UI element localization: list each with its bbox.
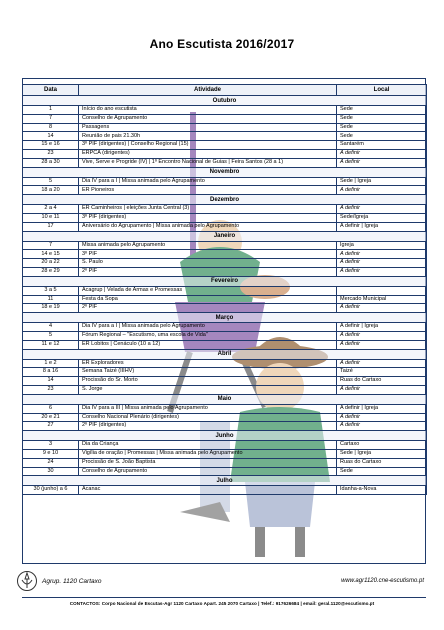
footer-divider (22, 597, 426, 598)
date-cell: 20 e 21 (23, 413, 79, 422)
activity-cell: ER Lobitos | Cenáculo (10 a 12) (79, 340, 337, 349)
location-cell: Mercado Municipal (337, 295, 427, 304)
month-label: Junho (23, 431, 427, 441)
table-row (23, 141, 427, 150)
table-row (23, 158, 427, 167)
date-cell: 14 (23, 132, 79, 141)
activity-cell: Início do ano escutista (79, 106, 337, 115)
date-cell: 24 (23, 458, 79, 467)
month-label: Abril (23, 349, 427, 359)
location-cell: A definir (337, 413, 427, 422)
location-cell: A definir (337, 205, 427, 214)
activity-cell: S. Jorge (79, 385, 337, 394)
date-cell: 1 (23, 106, 79, 115)
table-row (23, 186, 427, 195)
table-row (23, 486, 427, 495)
location-cell: A definir (337, 250, 427, 259)
location-cell: A definir | Igreja (337, 404, 427, 413)
location-cell: A definir | Igreja (337, 222, 427, 231)
date-cell: 28 e 29 (23, 267, 79, 276)
month-row (23, 167, 427, 177)
activity-cell: Vigília de oração | Promessas | Missa animada pelo Agrupamento (79, 449, 337, 458)
table-row (23, 250, 427, 259)
month-row (23, 231, 427, 241)
activity-cell: 2º PIF (79, 267, 337, 276)
month-label: Novembro (23, 167, 427, 177)
location-cell: A definir (337, 267, 427, 276)
date-cell: 8 (23, 123, 79, 132)
activity-cell: Dia IV para a I | Missa animada pelo Agrupamento (79, 323, 337, 332)
date-cell: 20 a 22 (23, 259, 79, 268)
date-cell: 3 a 5 (23, 286, 79, 295)
location-cell: A definir (337, 359, 427, 368)
location-cell: Sede (337, 106, 427, 115)
date-cell: 28 a 30 (23, 158, 79, 167)
activity-cell: Conselho Nacional Plenário (dirigentes) (79, 413, 337, 422)
date-cell: 30 (23, 467, 79, 476)
month-label: Maio (23, 394, 427, 404)
table-row (23, 377, 427, 386)
table-row (23, 323, 427, 332)
date-cell: 15 e 16 (23, 141, 79, 150)
activity-cell: Festa da Sopa (79, 295, 337, 304)
date-cell: 3 (23, 441, 79, 450)
date-cell: 11 (23, 295, 79, 304)
location-cell: Sede (337, 114, 427, 123)
location-cell: Sede/Igreja (337, 213, 427, 222)
month-label: Março (23, 313, 427, 323)
date-cell: 30 (junho) a 6 (23, 486, 79, 495)
location-cell: Ruas do Cartaxo (337, 377, 427, 386)
activity-cell: 3º PIF (dirigentes) | Conselho Regional (15) (79, 141, 337, 150)
month-label: Outubro (23, 96, 427, 106)
date-cell: 27 (23, 422, 79, 431)
table-row (23, 149, 427, 158)
date-cell: 1 e 2 (23, 359, 79, 368)
activity-cell: Conselho de Agrupamento (79, 114, 337, 123)
table-row (23, 449, 427, 458)
activity-cell: Fórum Regional – "Escutismo, uma escola de Vida" (79, 331, 337, 340)
table-row (23, 467, 427, 476)
table-row (23, 422, 427, 431)
location-cell: Taizé (337, 368, 427, 377)
date-cell: 18 e 19 (23, 304, 79, 313)
table-row (23, 205, 427, 214)
location-cell: A definir (337, 422, 427, 431)
location-cell: A definir (337, 331, 427, 340)
activity-cell: Procissão do Sr. Morto (79, 377, 337, 386)
activity-cell: ER Caminheiros | eleições Junta Central (3) (79, 205, 337, 214)
location-cell: A definir (337, 340, 427, 349)
activity-cell: Procissão de S. João Baptista (79, 458, 337, 467)
location-cell: A definir (337, 385, 427, 394)
date-cell: 23 (23, 385, 79, 394)
location-cell: Sede | Igreja (337, 177, 427, 186)
activity-cell: 3º PIF (dirigentes) (79, 213, 337, 222)
location-cell: Sede (337, 467, 427, 476)
table-row (23, 123, 427, 132)
date-cell: 2 a 4 (23, 205, 79, 214)
location-cell: A definir (337, 304, 427, 313)
location-cell: Santarém (337, 141, 427, 150)
activity-cell: ERPCA (dirigentes) (79, 149, 337, 158)
location-cell: Sede | Igreja (337, 449, 427, 458)
header-activity: Atividade (79, 85, 337, 96)
date-cell: 7 (23, 241, 79, 250)
month-label: Julho (23, 476, 427, 486)
table-row (23, 385, 427, 394)
table-row (23, 177, 427, 186)
month-row (23, 96, 427, 106)
location-cell: A definir (337, 259, 427, 268)
activity-cell: Dia IV para a I | Missa animada pelo Agrupamento (79, 177, 337, 186)
location-cell: Sede (337, 132, 427, 141)
date-cell: 11 e 12 (23, 340, 79, 349)
activity-cell: Dia IV para a III | Missa animada pelo Agrupamento (79, 404, 337, 413)
table-row (23, 114, 427, 123)
table-row (23, 106, 427, 115)
header-date: Data (23, 85, 79, 96)
month-label: Fevereiro (23, 276, 427, 286)
table-row (23, 222, 427, 231)
activity-cell: Acagrup | Velada de Armas e Promessas (79, 286, 337, 295)
location-cell: A definir (337, 149, 427, 158)
date-cell: 18 a 20 (23, 186, 79, 195)
month-label: Janeiro (23, 231, 427, 241)
activity-cell: 2º PIF (dirigentes) (79, 422, 337, 431)
location-cell: A definir | Igreja (337, 323, 427, 332)
table-row (23, 331, 427, 340)
location-cell (337, 286, 427, 295)
location-cell: Cartaxo (337, 441, 427, 450)
month-row (23, 476, 427, 486)
month-row (23, 431, 427, 441)
date-cell: 8 a 16 (23, 368, 79, 377)
month-row (23, 195, 427, 205)
table-row (23, 295, 427, 304)
table-row (23, 359, 427, 368)
activity-cell: Conselho de Agrupamento (79, 467, 337, 476)
date-cell: 23 (23, 149, 79, 158)
date-cell: 5 (23, 331, 79, 340)
date-cell: 5 (23, 177, 79, 186)
activity-cell: Missa animada pelo Agrupamento (79, 241, 337, 250)
group-name: Agrup. 1120 Cartaxo (42, 578, 102, 585)
table-row (23, 259, 427, 268)
month-row (23, 276, 427, 286)
activity-cell: Vive, Serve e Progride (IV) | 1º Encontro Nacional de Guias | Feira Santos (28 a 1) (79, 158, 337, 167)
table-header-row (23, 85, 427, 96)
document-title: Ano Escutista 2016/2017 (149, 37, 295, 51)
activity-cell: Semana Taizé (IIIHV) (79, 368, 337, 377)
activity-cell: 3º PIF (79, 250, 337, 259)
schedule-body (23, 96, 427, 495)
activity-cell: ER Exploradores (79, 359, 337, 368)
date-cell: 4 (23, 323, 79, 332)
location-cell: Ruas do Cartaxo (337, 458, 427, 467)
date-cell: 17 (23, 222, 79, 231)
date-cell: 7 (23, 114, 79, 123)
table-row (23, 413, 427, 422)
month-row (23, 394, 427, 404)
table-row (23, 267, 427, 276)
activity-cell: S. Paulo (79, 259, 337, 268)
activity-cell: Reunião de pais 21.30h (79, 132, 337, 141)
website-link[interactable]: www.agr1120.cne-escutismo.pt (341, 578, 424, 584)
header-location: Local (337, 85, 427, 96)
table-row (23, 368, 427, 377)
location-cell: Sede (337, 123, 427, 132)
table-row (23, 304, 427, 313)
table-row (23, 213, 427, 222)
location-cell: Idanha-a-Nova (337, 486, 427, 495)
activity-cell: Acanac (79, 486, 337, 495)
location-cell: A definir (337, 186, 427, 195)
table-row (23, 441, 427, 450)
date-cell: 14 (23, 377, 79, 386)
contacts-line: CONTACTOS: Corpo Nacional de Escutas-Agr 1120 Cartaxo Apart. 245 2070 Cartaxo | Telef.: 917626684 | email: geral.1120@escutismo.pt (69, 601, 375, 606)
scout-emblem-icon (16, 570, 38, 592)
location-cell: A definir (337, 158, 427, 167)
date-cell: 6 (23, 404, 79, 413)
date-cell: 9 e 10 (23, 449, 79, 458)
schedule-table (22, 84, 427, 495)
location-cell: Igreja (337, 241, 427, 250)
date-cell: 14 e 15 (23, 250, 79, 259)
table-row (23, 286, 427, 295)
month-row (23, 349, 427, 359)
activity-cell: 2º PIF (79, 304, 337, 313)
table-row (23, 241, 427, 250)
date-cell: 10 e 11 (23, 213, 79, 222)
month-label: Dezembro (23, 195, 427, 205)
activity-cell: ER Pioneiros (79, 186, 337, 195)
table-row (23, 404, 427, 413)
month-row (23, 313, 427, 323)
activity-cell: Dia da Criança (79, 441, 337, 450)
table-row (23, 458, 427, 467)
activity-cell: Aniversário do Agrupamento | Missa animada pelo Agrupamento (79, 222, 337, 231)
table-row (23, 132, 427, 141)
table-row (23, 340, 427, 349)
activity-cell: Passagens (79, 123, 337, 132)
